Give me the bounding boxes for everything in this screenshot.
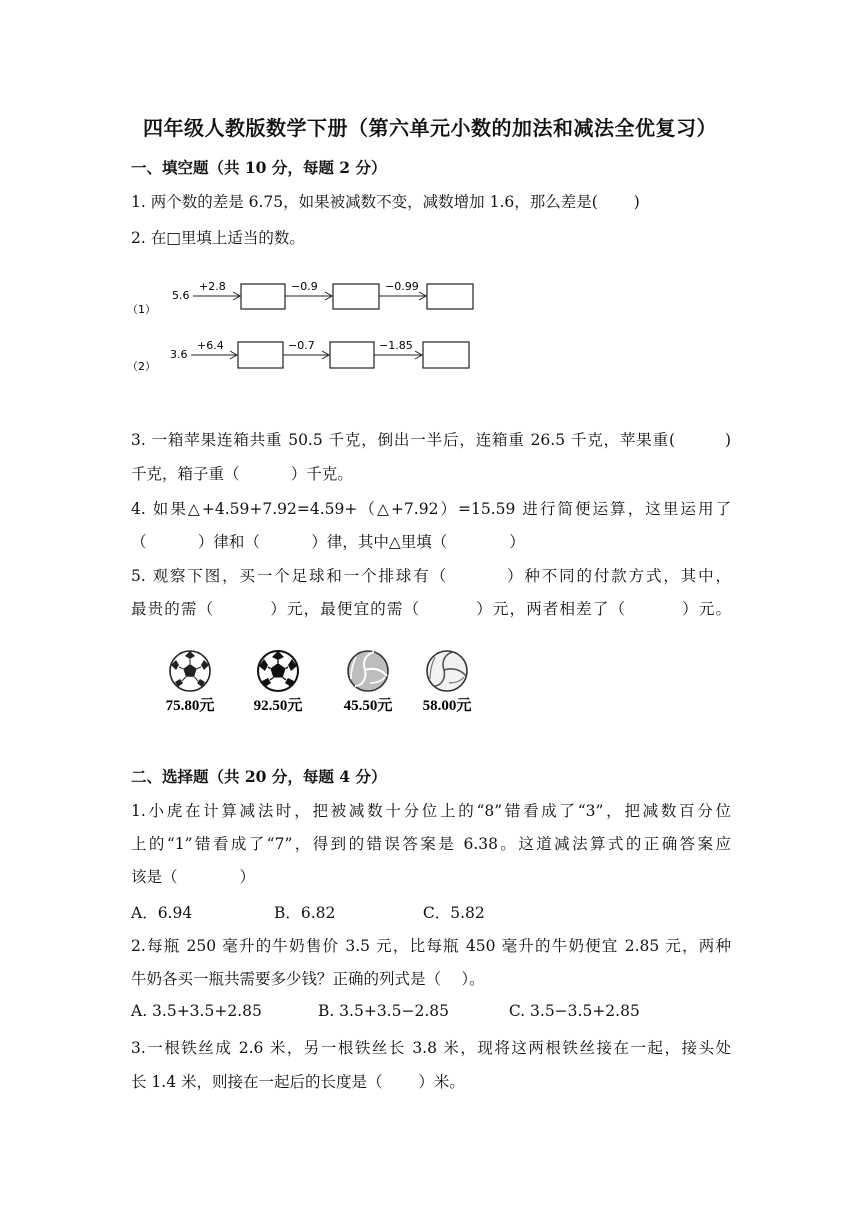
chain-1-op-2: −0.9 (291, 280, 318, 293)
number-chain-diagram (125, 270, 485, 380)
question-2-2-line-1: 2.每瓶 250 毫升的牛奶售价 3.5 元，比每瓶 450 毫升的牛奶便宜 2.85 元，两种 (131, 937, 731, 955)
section-multiple-choice-heading: 二、选择题（共 20 分，每题 4 分） (131, 767, 387, 786)
chain-2-op-3: −1.85 (379, 339, 413, 352)
volleyball-icon (348, 651, 388, 691)
chain-2-answer-box-3[interactable] (423, 342, 469, 368)
question-2-1-options (131, 901, 731, 923)
question-2-1-line-3: 该是（ ） (131, 868, 256, 886)
question-1-5-line-1: 5. 观察下图，买一个足球和一个排球有（ ）种不同的付款方式，其中， (131, 567, 731, 585)
ball-price-figure (150, 645, 490, 720)
ball-price-4: 58.00元 (422, 698, 472, 714)
question-1-4-line-2: （ ）律和（ ）律，其中△里填（ ） (131, 533, 525, 551)
chain-1-answer-box-1[interactable] (241, 284, 285, 309)
chain-1-op-3: −0.99 (385, 280, 419, 293)
question-1-1: 1. 两个数的差是 6.75，如果被减数不变，减数增加 1.6，那么差是( ) (131, 193, 640, 211)
question-2-2-line-2: 牛奶各买一瓶共需要多少钱？正确的列式是（ ）。 (131, 970, 485, 988)
option-a[interactable]: A. 3.5+3.5+2.85 (131, 1002, 262, 1020)
question-1-5-line-2: 最贵的需（ ）元，最便宜的需（ ）元，两者相差了（ ）元。 (131, 600, 731, 618)
soccer-ball-icon (170, 651, 210, 691)
ball-price-3: 45.50元 (343, 698, 393, 714)
question-1-2: 2. 在□里填上适当的数。 (131, 229, 305, 247)
chain-2-label: （2） (127, 360, 156, 373)
ball-price-1: 75.80元 (165, 698, 215, 714)
soccer-ball-icon (258, 651, 298, 691)
question-2-1-line-1: 1.小虎在计算减法时，把被减数十分位上的“8”错看成了“3”，把减数百分位 (131, 802, 731, 820)
page-title: 四年级人教版数学下册（第六单元小数的加法和减法全优复习） (143, 116, 717, 140)
option-a[interactable]: A．6.94 (131, 904, 193, 922)
option-c[interactable]: C. 3.5−3.5+2.85 (508, 1002, 640, 1020)
chain-1-op-1: +2.8 (199, 280, 226, 293)
chain-2-start: 3.6 (170, 348, 188, 361)
volleyball-icon (427, 651, 467, 691)
ball-price-2: 92.50元 (253, 698, 303, 714)
question-2-2-options (131, 1002, 731, 1020)
question-1-3-line-2: 千克，箱子重（ ）千克。 (131, 465, 353, 483)
chain-2-answer-box-2[interactable] (330, 342, 374, 368)
question-2-1-line-2: 上的“1”错看成了“7”，得到的错误答案是 6.38。这道减法算式的正确答案应 (131, 835, 731, 853)
question-1-4-line-1: 4. 如果△+4.59+7.92=4.59+（△+7.92）=15.59 进行简便运算，这里运用了 (131, 500, 731, 518)
section-fill-blank-heading: 一、填空题（共 10 分，每题 2 分） (131, 158, 387, 177)
chain-2-op-1: +6.4 (197, 339, 224, 352)
question-1-3-line-1: 3. 一箱苹果连箱共重 50.5 千克，倒出一半后，连箱重 26.5 千克，苹果重( ) (131, 431, 731, 449)
question-2-3-line-1: 3.一根铁丝成 2.6 米，另一根铁丝长 3.8 米，现将这两根铁丝接在一起，接头处 (131, 1039, 731, 1057)
chain-1-start: 5.6 (172, 289, 190, 302)
option-b[interactable]: B. 3.5+3.5−2.85 (317, 1002, 449, 1020)
chain-1-answer-box-2[interactable] (333, 284, 379, 309)
chain-1-label: （1） (127, 303, 156, 316)
chain-2-answer-box-1[interactable] (238, 342, 283, 368)
option-c[interactable]: C．5.82 (422, 904, 485, 922)
chain-2-op-2: −0.7 (288, 339, 315, 352)
chain-1-answer-box-3[interactable] (427, 284, 473, 309)
question-2-3-line-2: 长 1.4 米，则接在一起后的长度是（ ）米。 (131, 1073, 465, 1091)
option-b[interactable]: B．6.82 (273, 904, 336, 922)
